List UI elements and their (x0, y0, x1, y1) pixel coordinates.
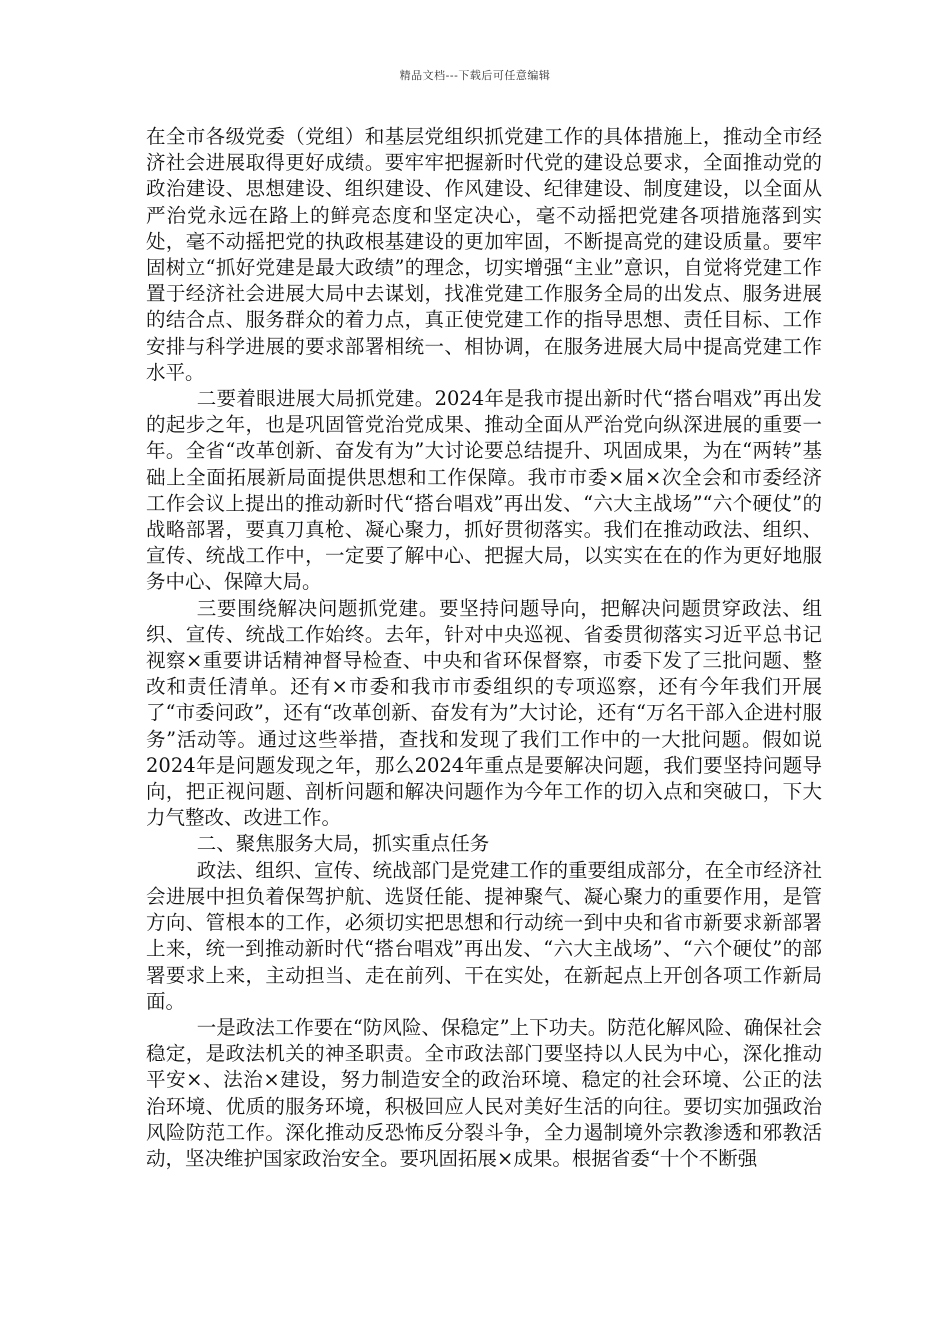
paragraph-2: 二要着眼进展大局抓党建。2024年是我市提出新时代“搭台唱戏”再出发的起步之年，也是巩固管党治党成果、推动全面从严治党向纵深进展的重要一年。全省“改革创新、奋发有为”大讨论要总结提升、巩固成果，为在“两转”基础上全面拓展新局面提供思想和工作保障。我市市委×届×次全会和市委经济工作会议上提出的推动新时代“搭台唱戏”再出发、“六大主战场”“六个硬仗”的战略部署，要真刀真枪、凝心聚力，抓好贯彻落实。我们在推动政法、组织、宣传、统战工作中，一定要了解中心、把握大局，以实实在在的作为更好地服务中心、保障大局。 (146, 387, 822, 594)
section-heading: 二、聚焦服务大局，抓实重点任务 (196, 832, 490, 856)
paragraph-5: 一是政法工作要在“防风险、保稳定”上下功夫。防范化解风险、确保社会稳定，是政法机关的神圣职责。全市政法部门要坚持以人民为中心，深化推动平安×、法治×建设，努力制造安全的政治环境、稳定的社会环境、公正的法治环境、优质的服务环境，积极回应人民对美好生活的向往。要切实加强政治风险防范工作。深化推动反恐怖反分裂斗争，全力遏制境外宗教渗透和邪教活动，坚决维护国家政治安全。要巩固拓展×成果。根据省委“十个不断强 (146, 1015, 822, 1170)
paragraph-4: 政法、组织、宣传、统战部门是党建工作的重要组成部分，在全市经济社会进展中担负着保驾护航、选贤任能、提神聚气、凝心聚力的重要作用，是管方向、管根本的工作，必须切实把思想和行动统一到中央和省市新要求新部署上来，统一到推动新时代“搭台唱戏”再出发、“六大主战场”、“六个硬仗”的部署要求上来，主动担当、走在前列、干在实处，在新起点上开创各项工作新局面。 (146, 858, 822, 1013)
page-header: 精品文档---下载后可任意编辑 (399, 69, 551, 82)
paragraph-3: 三要围绕解决问题抓党建。要坚持问题导向，把解决问题贯穿政法、组织、宣传、统战工作始终。去年，针对中央巡视、省委贯彻落实习近平总书记视察×重要讲话精神督导检查、中央和省环保督察，市委下发了三批问题、整改和责任清单。还有×市委和我市市委组织的专项巡察，还有今年我们开展了“市委问政”，还有“改革创新、奋发有为”大讨论，还有“万名干部入企进村服务”活动等。通过这些举措，查找和发现了我们工作中的一大批问题。假如说2024年是问题发现之年，那么2024年重点是要解决问题，我们要坚持问题导向，把正视问题、剖析问题和解决问题作为今年工作的切入点和突破口，下大力气整改、改进工作。 (146, 596, 822, 830)
paragraph-1: 在全市各级党委（党组）和基层党组织抓党建工作的具体措施上，推动全市经济社会进展取得更好成绩。要牢牢把握新时代党的建设总要求，全面推动党的政治建设、思想建设、组织建设、作风建设、纪律建设、制度建设，以全面从严治党永远在路上的鲜亮态度和坚定决心，毫不动摇把党建各项措施落到实处，毫不动摇把党的执政根基建设的更加牢固，不断提高党的建设质量。要牢固树立“抓好党建是最大政绩”的理念，切实增强“主业”意识，自觉将党建工作置于经济社会进展大局中去谋划，找准党建工作服务全局的出发点、服务进展的结合点、服务群众的着力点，真正使党建工作的指导思想、责任目标、工作安排与科学进展的要求部署相统一、相协调，在服务进展大局中提高党建工作水平。 (146, 125, 822, 384)
document-body (146, 124, 822, 1172)
